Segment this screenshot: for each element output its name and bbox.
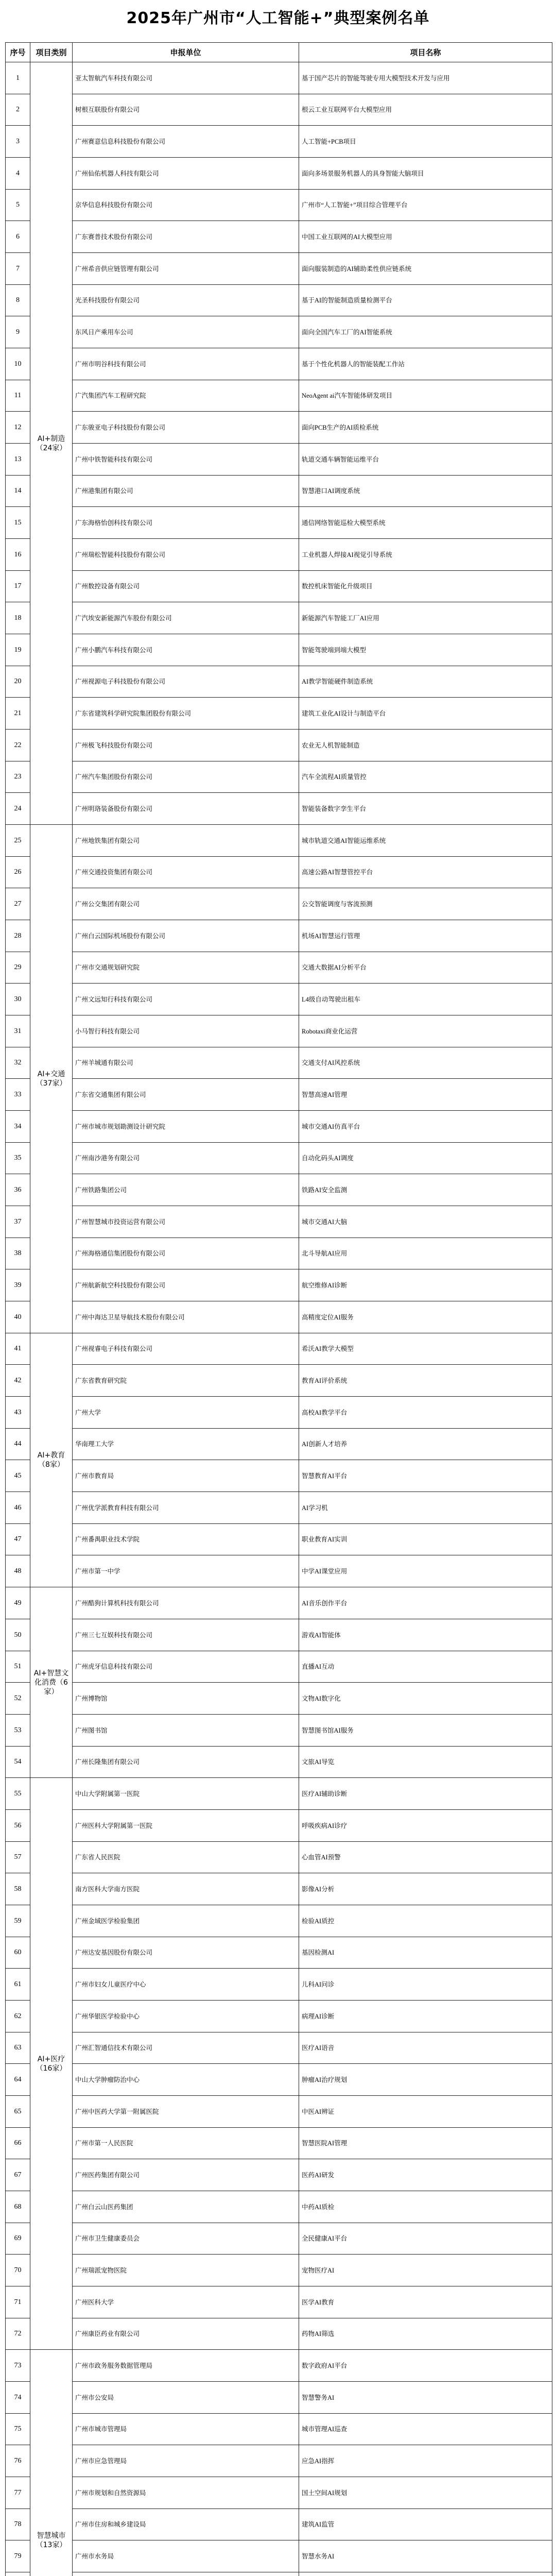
project-name: 应急AI指挥 — [299, 2445, 552, 2477]
project-name: 智慧医院AI管理 — [299, 2127, 552, 2159]
row-number: 61 — [5, 1968, 30, 2001]
project-name: 药物AI筛选 — [299, 2318, 552, 2350]
applicant-unit: 广州市卫生健康委员会 — [72, 2223, 299, 2255]
project-name — [299, 2572, 552, 2576]
row-number: 54 — [5, 1746, 30, 1778]
row-number: 46 — [5, 1492, 30, 1524]
applicant-unit: 广州白云山医药集团 — [72, 2191, 299, 2223]
applicant-unit: 广州视源电子科技股份有限公司 — [72, 666, 299, 698]
header-unit: 申报单位 — [72, 42, 299, 62]
project-name: 自动化码头AI调度 — [299, 1142, 552, 1174]
project-name: 希沃AI教学大模型 — [299, 1333, 552, 1365]
row-number: 18 — [5, 602, 30, 634]
row-number: 16 — [5, 538, 30, 571]
row-number: 34 — [5, 1110, 30, 1143]
project-name: 智慧高速AI管理 — [299, 1078, 552, 1111]
row-number: 8 — [5, 284, 30, 316]
row-number: 48 — [5, 1555, 30, 1587]
project-name: 病理AI诊断 — [299, 2000, 552, 2032]
row-number: 50 — [5, 1619, 30, 1651]
applicant-unit: 广州海格通信集团股份有限公司 — [72, 1238, 299, 1269]
row-number: 1 — [5, 62, 30, 94]
applicant-unit: 广州仙佑机器人科技有限公司 — [72, 157, 299, 190]
row-number: 20 — [5, 666, 30, 698]
project-name: 游戏AI智能体 — [299, 1619, 552, 1651]
applicant-unit: 广州中海达卫星导航技术股份有限公司 — [72, 1301, 299, 1333]
applicant-unit: 广州瑞派宠物医院 — [72, 2254, 299, 2286]
row-number: 37 — [5, 1206, 30, 1238]
row-number: 17 — [5, 570, 30, 602]
row-number: 19 — [5, 634, 30, 666]
project-name: 中医AI辨证 — [299, 2095, 552, 2128]
row-number: 49 — [5, 1587, 30, 1619]
applicant-unit: 广州汇智通信技术有限公司 — [72, 2032, 299, 2064]
applicant-unit: 广州智慧城市投资运营有限公司 — [72, 1206, 299, 1238]
applicant-unit: 广东省建筑科学研究院集团股份有限公司 — [72, 697, 299, 730]
row-number: 14 — [5, 475, 30, 507]
row-number: 60 — [5, 1937, 30, 1969]
project-name: AI创新人才培养 — [299, 1428, 552, 1460]
row-number: 28 — [5, 920, 30, 952]
applicant-unit: 广州中医药大学第一附属医院 — [72, 2095, 299, 2128]
applicant-unit: 广州希音供应链管理有限公司 — [72, 252, 299, 285]
project-name: 广州市“人工智能+”项目综合管理平台 — [299, 189, 552, 221]
row-number: 11 — [5, 380, 30, 412]
category-cell: AI+交通（37家） — [30, 824, 73, 1333]
project-name: 建筑工业化AI设计与制造平台 — [299, 697, 552, 730]
row-number: 10 — [5, 348, 30, 380]
row-number: 35 — [5, 1142, 30, 1174]
project-name: 铁路AI安全监测 — [299, 1174, 552, 1206]
row-number: 56 — [5, 1809, 30, 1842]
applicant-unit: 广州市规划和自然资源局 — [72, 2477, 299, 2509]
page-title: 2025年广州市“人工智能+”典型案例名单 — [126, 9, 430, 27]
row-number: 64 — [5, 2063, 30, 2096]
project-name: AI音乐创作平台 — [299, 1587, 552, 1619]
applicant-unit: 南方医科大学南方医院 — [72, 1873, 299, 1905]
project-name: 智慧港口AI调度系统 — [299, 475, 552, 507]
project-name: 智慧水务AI — [299, 2540, 552, 2572]
applicant-unit: 广州中铁智能科技有限公司 — [72, 443, 299, 476]
project-name: 人工智能+PCB项目 — [299, 125, 552, 158]
project-name: 面向PCB生产的AI质检系统 — [299, 411, 552, 444]
project-name: 中学AI课堂应用 — [299, 1555, 552, 1587]
project-name: Robotaxi商业化运营 — [299, 1015, 552, 1047]
applicant-unit: 广州市交通规划研究院 — [72, 952, 299, 984]
row-number: 45 — [5, 1460, 30, 1492]
applicant-unit: 广东省教育研究院 — [72, 1364, 299, 1397]
project-name: 面向多场景服务机器人的具身智能大脑项目 — [299, 157, 552, 190]
applicant-unit: 广州港集团有限公司 — [72, 475, 299, 507]
header-category: 项目类别 — [30, 42, 73, 62]
applicant-unit: 广州市水务局 — [72, 2540, 299, 2572]
project-name: 儿科AI问诊 — [299, 1968, 552, 2001]
applicant-unit: 广东赛普技术股份有限公司 — [72, 221, 299, 253]
project-name: 城市轨道交通AI智能运维系统 — [299, 824, 552, 857]
project-name: NeoAgent ai汽车智能体研发项目 — [299, 380, 552, 412]
project-name: 智能驾驶端到端大模型 — [299, 634, 552, 666]
row-number — [5, 2572, 30, 2576]
row-number: 63 — [5, 2032, 30, 2064]
applicant-unit: 广州市政务服务数据管理局 — [72, 2349, 299, 2382]
row-number: 70 — [5, 2254, 30, 2286]
project-name: 高速公路AI智慧管控平台 — [299, 856, 552, 888]
project-name: 高精度定位AI服务 — [299, 1301, 552, 1333]
applicant-unit: 树根互联股份有限公司 — [72, 94, 299, 126]
applicant-unit: 广州市第一中学 — [72, 1555, 299, 1587]
applicant-unit: 广州市应急管理局 — [72, 2445, 299, 2477]
applicant-unit: 广州小鹏汽车科技有限公司 — [72, 634, 299, 666]
row-number: 71 — [5, 2286, 30, 2318]
applicant-unit: 广州市城市规划勘测设计研究院 — [72, 1110, 299, 1143]
row-number: 21 — [5, 697, 30, 730]
row-number: 31 — [5, 1015, 30, 1047]
project-name: 新能源汽车智能工厂AI应用 — [299, 602, 552, 634]
row-number: 26 — [5, 856, 30, 888]
applicant-unit: 广州酷狗计算机科技有限公司 — [72, 1587, 299, 1619]
applicant-unit: 广东省人民医院 — [72, 1841, 299, 1873]
header-no: 序号 — [5, 42, 30, 62]
applicant-unit: 光圣科技股份有限公司 — [72, 284, 299, 316]
row-number: 4 — [5, 157, 30, 190]
row-number: 22 — [5, 729, 30, 761]
category-cell: 智慧城市（13家） — [30, 2349, 73, 2576]
project-name: 城市交通AI大脑 — [299, 1206, 552, 1238]
applicant-unit: 东风日产乘用车公司 — [72, 316, 299, 348]
project-name: 高校AI教学平台 — [299, 1396, 552, 1429]
case-table — [5, 42, 552, 2576]
project-name: 建筑AI监管 — [299, 2509, 552, 2540]
row-number: 62 — [5, 2000, 30, 2032]
row-number: 23 — [5, 761, 30, 793]
row-number: 7 — [5, 252, 30, 285]
row-number: 27 — [5, 888, 30, 920]
row-number: 5 — [5, 189, 30, 221]
applicant-unit: 广州市住房和城乡建设局 — [72, 2509, 299, 2540]
applicant-unit: 广州白云国际机场股份有限公司 — [72, 920, 299, 952]
project-name: 数字政府AI平台 — [299, 2349, 552, 2382]
row-number: 9 — [5, 316, 30, 348]
row-number: 3 — [5, 125, 30, 158]
row-number: 2 — [5, 94, 30, 126]
applicant-unit: 广州图书馆 — [72, 1714, 299, 1747]
applicant-unit: 广东海格怡创科技有限公司 — [72, 506, 299, 539]
project-name: 医疗AI语音 — [299, 2032, 552, 2064]
project-name: 航空维修AI诊断 — [299, 1269, 552, 1301]
applicant-unit: 广州市教育局 — [72, 1460, 299, 1492]
applicant-unit: 广州金域医学检验集团 — [72, 1905, 299, 1937]
project-name: 面向服装制造的AI辅助柔性供应链系统 — [299, 252, 552, 285]
row-number: 42 — [5, 1364, 30, 1397]
applicant-unit: 广州博物馆 — [72, 1682, 299, 1715]
applicant-unit: 广州赛意信息科技股份有限公司 — [72, 125, 299, 158]
applicant-unit: 广州羊城通有限公司 — [72, 1047, 299, 1079]
row-number: 43 — [5, 1396, 30, 1429]
applicant-unit: 广州市明谷科技有限公司 — [72, 348, 299, 380]
row-number: 38 — [5, 1238, 30, 1269]
project-name: AI学习机 — [299, 1492, 552, 1524]
project-name: 心血管AI预警 — [299, 1841, 552, 1873]
applicant-unit: 广州公交集团有限公司 — [72, 888, 299, 920]
row-number: 72 — [5, 2318, 30, 2350]
row-number: 29 — [5, 952, 30, 984]
applicant-unit: 广州数控设备有限公司 — [72, 570, 299, 602]
row-number: 77 — [5, 2477, 30, 2509]
row-number: 79 — [5, 2540, 30, 2572]
project-name: 基于国产芯片的智能驾驶专用大模型技术开发与应用 — [299, 62, 552, 94]
applicant-unit: 广东省交通集团有限公司 — [72, 1078, 299, 1111]
project-name: L4级自动驾驶出租车 — [299, 983, 552, 1015]
project-name: 农业无人机智能制造 — [299, 729, 552, 761]
applicant-unit: 广州长隆集团有限公司 — [72, 1746, 299, 1778]
applicant-unit: 广州达安基因股份有限公司 — [72, 1937, 299, 1969]
project-name: 根云工业互联网平台大模型应用 — [299, 94, 552, 126]
project-name: 公交智能调度与客流预测 — [299, 888, 552, 920]
row-number: 40 — [5, 1301, 30, 1333]
applicant-unit: 广州视睿电子科技有限公司 — [72, 1333, 299, 1365]
applicant-unit: 华南理工大学 — [72, 1428, 299, 1460]
applicant-unit — [72, 2572, 299, 2576]
project-name: 教育AI评价系统 — [299, 1364, 552, 1397]
row-number: 36 — [5, 1174, 30, 1206]
project-name: 机场AI智慧运行管理 — [299, 920, 552, 952]
category-cell: AI+医疗（16家） — [30, 1777, 73, 2350]
row-number: 58 — [5, 1873, 30, 1905]
category-cell: AI+制造（24家） — [30, 62, 73, 825]
project-name: 基因检测AI — [299, 1937, 552, 1969]
row-number: 51 — [5, 1651, 30, 1683]
project-name: 城市交通AI仿真平台 — [299, 1110, 552, 1143]
applicant-unit: 广州瑞松智能科技股份有限公司 — [72, 538, 299, 571]
project-name: 智慧警务AI — [299, 2381, 552, 2414]
applicant-unit: 广州地铁集团有限公司 — [72, 824, 299, 857]
row-number: 6 — [5, 221, 30, 253]
row-number: 75 — [5, 2413, 30, 2445]
row-number: 65 — [5, 2095, 30, 2128]
category-cell: AI+智慧文化消费（6家） — [30, 1587, 73, 1778]
row-number: 57 — [5, 1841, 30, 1873]
project-name: 中药AI质检 — [299, 2191, 552, 2223]
row-number: 69 — [5, 2223, 30, 2255]
applicant-unit: 广州市妇女儿童医疗中心 — [72, 1968, 299, 2001]
applicant-unit: 广州明珞装备股份有限公司 — [72, 792, 299, 825]
project-name: 智慧教育AI平台 — [299, 1460, 552, 1492]
row-number: 44 — [5, 1428, 30, 1460]
applicant-unit: 广州医科大学附属第一医院 — [72, 1809, 299, 1842]
applicant-unit: 广汽埃安新能源汽车股份有限公司 — [72, 602, 299, 634]
row-number: 73 — [5, 2349, 30, 2382]
project-name: 文旅AI导览 — [299, 1746, 552, 1778]
row-number: 76 — [5, 2445, 30, 2477]
applicant-unit: 广汽集团汽车工程研究院 — [72, 380, 299, 412]
applicant-unit: 广州汽车集团股份有限公司 — [72, 761, 299, 793]
project-name: 影像AI分析 — [299, 1873, 552, 1905]
applicant-unit: 广州大学 — [72, 1396, 299, 1429]
row-number: 68 — [5, 2191, 30, 2223]
project-name: AI教学智能硬件制造系统 — [299, 666, 552, 698]
applicant-unit: 广州华银医学检验中心 — [72, 2000, 299, 2032]
applicant-unit: 广州番禺职业技术学院 — [72, 1523, 299, 1555]
applicant-unit: 广州交通投资集团有限公司 — [72, 856, 299, 888]
project-name: 城市管理AI巡查 — [299, 2413, 552, 2445]
row-number: 59 — [5, 1905, 30, 1937]
row-number: 53 — [5, 1714, 30, 1747]
row-number: 52 — [5, 1682, 30, 1715]
row-number: 12 — [5, 411, 30, 444]
row-number: 15 — [5, 506, 30, 539]
project-name: 肿瘤AI治疗规划 — [299, 2063, 552, 2096]
project-name: 检验AI质控 — [299, 1905, 552, 1937]
project-name: 通信网络智能巡检大模型系统 — [299, 506, 552, 539]
applicant-unit: 广州航新航空科技股份有限公司 — [72, 1269, 299, 1301]
row-number: 67 — [5, 2159, 30, 2191]
row-number: 74 — [5, 2381, 30, 2414]
row-number: 33 — [5, 1078, 30, 1111]
project-name: 面向全国汽车工厂的AI智能系统 — [299, 316, 552, 348]
applicant-unit: 广州优学派教育科技有限公司 — [72, 1492, 299, 1524]
project-name: 医疗AI辅助诊断 — [299, 1777, 552, 1810]
category-cell: AI+教育（8家） — [30, 1333, 73, 1587]
row-number: 30 — [5, 983, 30, 1015]
project-name: 文物AI数字化 — [299, 1682, 552, 1715]
applicant-unit: 中山大学附属第一医院 — [72, 1777, 299, 1810]
applicant-unit: 广东骏亚电子科技股份有限公司 — [72, 411, 299, 444]
project-name: 基于AI的智能制造质量检测平台 — [299, 284, 552, 316]
applicant-unit: 广州三七互娱科技有限公司 — [72, 1619, 299, 1651]
project-name: 智能装备数字孪生平台 — [299, 792, 552, 825]
row-number: 47 — [5, 1523, 30, 1555]
project-name: 呼吸疾病AI诊疗 — [299, 1809, 552, 1842]
applicant-unit: 小马智行科技有限公司 — [72, 1015, 299, 1047]
project-name: 中国工业互联网的AI大模型应用 — [299, 221, 552, 253]
project-name: 医药AI研发 — [299, 2159, 552, 2191]
applicant-unit: 广州康臣药业有限公司 — [72, 2318, 299, 2350]
applicant-unit: 广州南沙港务有限公司 — [72, 1142, 299, 1174]
project-name: 直播AI互动 — [299, 1651, 552, 1683]
row-number: 13 — [5, 443, 30, 476]
row-number: 39 — [5, 1269, 30, 1301]
project-name: 基于个性化机器人的智能装配工作站 — [299, 348, 552, 380]
project-name: 全民健康AI平台 — [299, 2223, 552, 2255]
project-name: 工业机器人焊接AI视觉引导系统 — [299, 538, 552, 571]
row-number: 66 — [5, 2127, 30, 2159]
applicant-unit: 广州市第一人民医院 — [72, 2127, 299, 2159]
applicant-unit: 京华信息科技股份有限公司 — [72, 189, 299, 221]
row-number: 41 — [5, 1333, 30, 1365]
applicant-unit: 广州市城市管理局 — [72, 2413, 299, 2445]
project-name: 交通支付AI风控系统 — [299, 1047, 552, 1079]
project-name: 北斗导航AI应用 — [299, 1238, 552, 1269]
project-name: 国土空间AI规划 — [299, 2477, 552, 2509]
applicant-unit: 广州极飞科技股份有限公司 — [72, 729, 299, 761]
project-name: 交通大数据AI分析平台 — [299, 952, 552, 984]
project-name: 医学AI教育 — [299, 2286, 552, 2318]
applicant-unit: 广州文远知行科技有限公司 — [72, 983, 299, 1015]
applicant-unit: 广州医药集团有限公司 — [72, 2159, 299, 2191]
project-name: 智慧图书馆AI服务 — [299, 1714, 552, 1747]
applicant-unit: 中山大学肿瘤防治中心 — [72, 2063, 299, 2096]
applicant-unit: 广州虎牙信息科技有限公司 — [72, 1651, 299, 1683]
project-name: 数控机床智能化升级项目 — [299, 570, 552, 602]
project-name: 汽车全流程AI质量管控 — [299, 761, 552, 793]
row-number: 24 — [5, 792, 30, 825]
applicant-unit: 广州市公安局 — [72, 2381, 299, 2414]
project-name: 职业教育AI实训 — [299, 1523, 552, 1555]
applicant-unit: 亚太智航汽车科技有限公司 — [72, 62, 299, 94]
project-name: 宠物医疗AI — [299, 2254, 552, 2286]
applicant-unit: 广州医科大学 — [72, 2286, 299, 2318]
row-number: 55 — [5, 1777, 30, 1810]
row-number: 32 — [5, 1047, 30, 1079]
header-project: 项目名称 — [299, 42, 552, 62]
row-number: 25 — [5, 824, 30, 857]
row-number: 78 — [5, 2509, 30, 2540]
applicant-unit: 广州铁路集团公司 — [72, 1174, 299, 1206]
project-name: 轨道交通车辆智能运维平台 — [299, 443, 552, 476]
